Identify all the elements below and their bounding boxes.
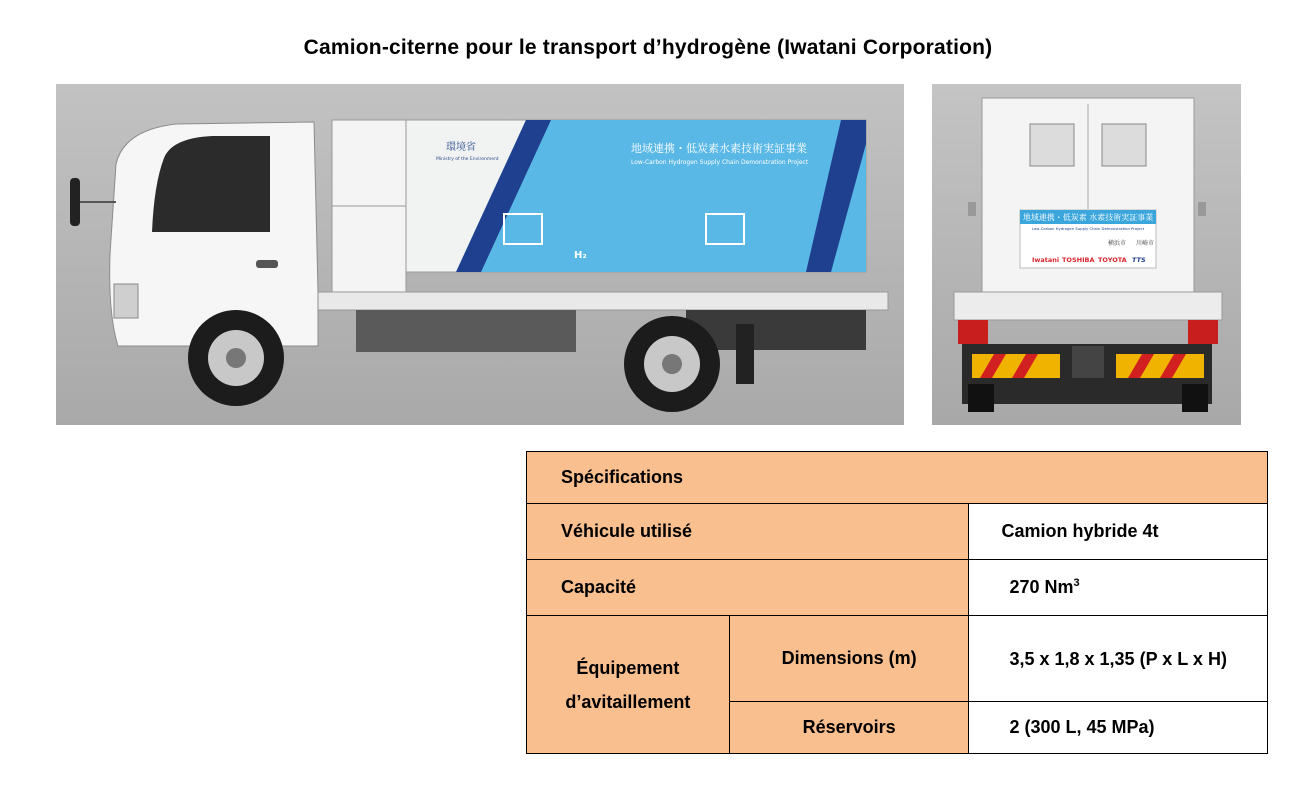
dimensions-label: Dimensions (m) [729,616,969,702]
page-title: Camion-citerne pour le transport d’hydrogène (Iwatani Corporation) [303,36,993,59]
truck-side-illustration [56,84,904,425]
truck-side-photo [56,84,904,425]
spec-header: Spécifications [527,452,1268,504]
truck-rear-illustration [932,84,1241,425]
capacity-cell [969,560,1268,616]
partner-1-text: 横浜市 [1108,240,1127,247]
table-row [527,616,1268,702]
spec-table [526,451,1268,754]
table-row [527,504,1268,560]
capacity-value: 270 Nm [1009,577,1074,597]
truck-rear-photo [932,84,1241,425]
vehicle-value: Camion hybride 4t [969,504,1268,560]
ministry-en-text: Ministry of the Environment [436,157,499,162]
capacity-superscript: 3 [1073,577,1080,589]
h2-mark: H₂ [574,250,587,261]
rear-panel-jp-text: 地域連携・低炭素 水素技術実証事業 [1022,213,1154,222]
spec-table-header-row [527,452,1268,504]
tanks-label: Réservoirs [729,702,969,754]
logo-iwatani: Iwatani [1032,256,1060,264]
logo-tts: TTS [1132,256,1146,264]
capacity-label: Capacité [527,560,969,616]
partner-2-text: 川崎市 [1136,240,1155,247]
table-row [527,560,1268,616]
dimensions-value: 3,5 x 1,8 x 1,35 (P x L x H) [969,616,1268,702]
logo-toshiba: TOSHIBA [1062,256,1095,264]
tanks-value: 2 (300 L, 45 MPa) [969,702,1268,754]
vehicle-label: Véhicule utilisé [527,504,969,560]
side-panel-jp-text: 地域連携・低炭素水素技術実証事業 [631,142,807,155]
ministry-jp-text: 環境省 [446,142,476,153]
logo-toyota: TOYOTA [1098,256,1127,264]
rear-panel-en-text: Low-Carbon Hydrogen Supply Chain Demonstration Project [1031,226,1145,231]
side-panel-en-text: Low-Carbon Hydrogen Supply Chain Demonstration Project [631,159,809,166]
equipment-label: Équipement d’avitaillement [527,616,730,754]
